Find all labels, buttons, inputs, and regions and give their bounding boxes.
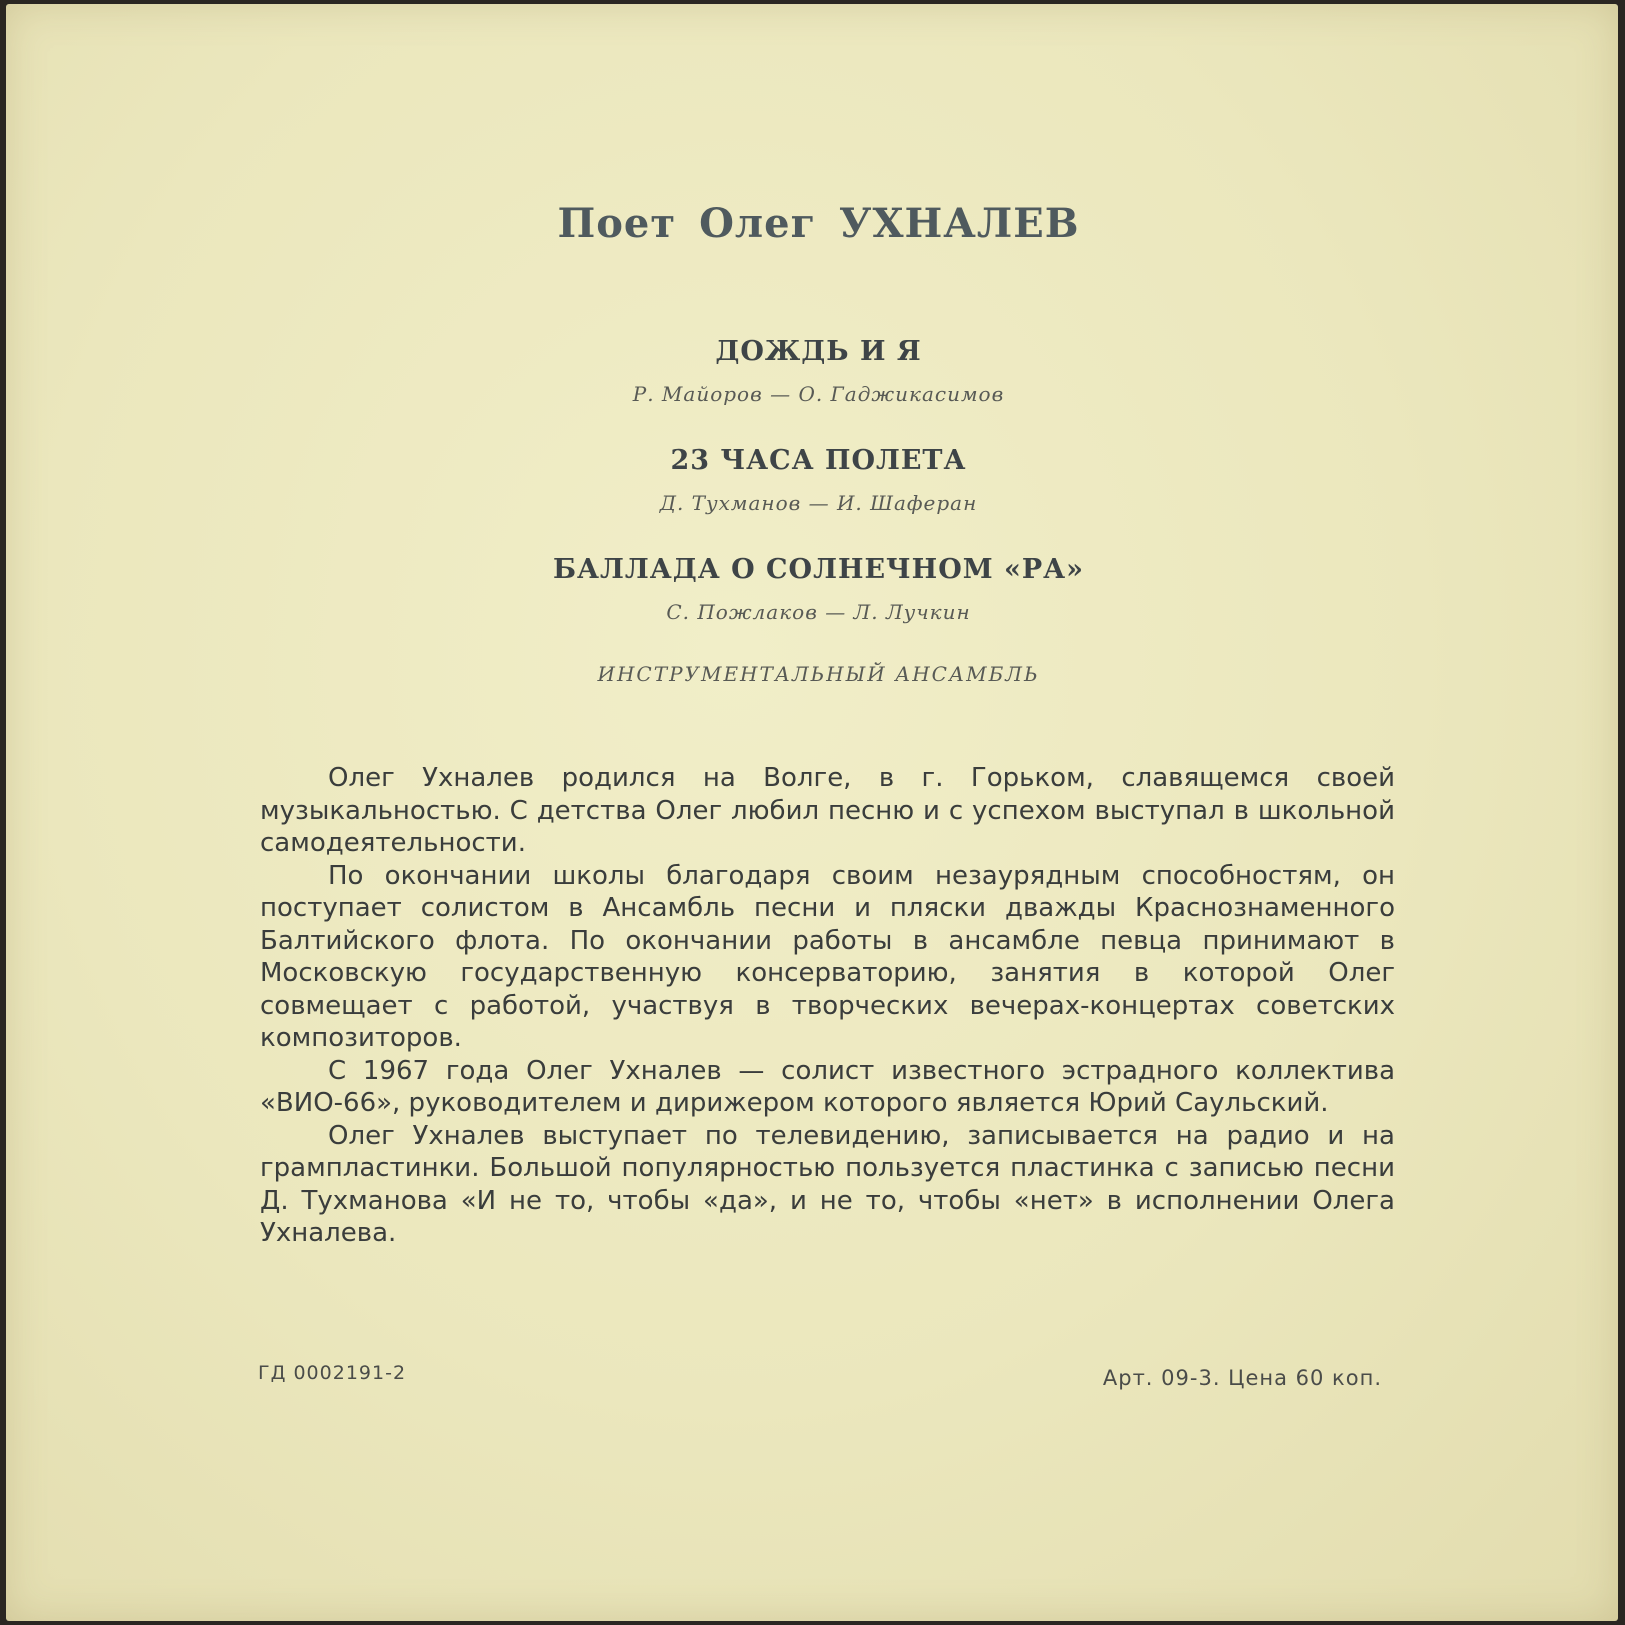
record-sleeve bbox=[6, 4, 1618, 1621]
bio-paragraph: По окончании школы благодаря своим незаурядным способностям, он поступает солистом в Ансамбль песни и пляски дважды Краснознаменного Балтийского флота. По окончании работы в ансамбле певца принимают в Московскую государственную консерваторию, занятия в которой Олег совмещает с работой, участвуя в творческих вечерах-концертах советских композиторов. bbox=[260, 860, 1395, 1053]
ensemble-label: ИНСТРУМЕНТАЛЬНЫЙ АНСАМБЛЬ bbox=[597, 662, 1040, 686]
song-credits: Д. Тухманов — И. Шаферан bbox=[659, 491, 978, 515]
biography bbox=[260, 762, 1395, 1250]
bio-paragraph: Олег Ухналев выступает по телевидению, записывается на радио и на грампластинки. Большой популярностью пользуется пластинка с записью песни Д. Тухманова «И не то, чтобы «да», и не то, чтобы «нет» в исполнении Олега Ухналева. bbox=[260, 1120, 1395, 1248]
song-credits: С. Пожлаков — Л. Лучкин bbox=[666, 600, 971, 624]
song-title: ДОЖДЬ И Я bbox=[715, 336, 922, 367]
bio-paragraph: Олег Ухналев родился на Волге, в г. Горьком, славящемся своей музыкальностью. С детства Олег любил песню и с успехом выступал в школьной самодеятельности. bbox=[260, 763, 1395, 858]
page-title: Поет Олег УХНАЛЕВ bbox=[557, 200, 1080, 247]
song-title: БАЛЛАДА О СОЛНЕЧНОМ «РА» bbox=[552, 554, 1085, 585]
song-credits: Р. Майоров — О. Гаджикасимов bbox=[632, 382, 1005, 406]
price-label: Арт. 09-3. Цена 60 коп. bbox=[1102, 1366, 1382, 1390]
song-title: 23 ЧАСА ПОЛЕТА bbox=[670, 445, 967, 476]
catalog-number: ГД 0002191-2 bbox=[258, 1362, 407, 1384]
bio-paragraph: С 1967 года Олег Ухналев — солист известного эстрадного коллектива «ВИО-66», руководителем и дирижером которого является Юрий Саульский. bbox=[260, 1055, 1395, 1118]
